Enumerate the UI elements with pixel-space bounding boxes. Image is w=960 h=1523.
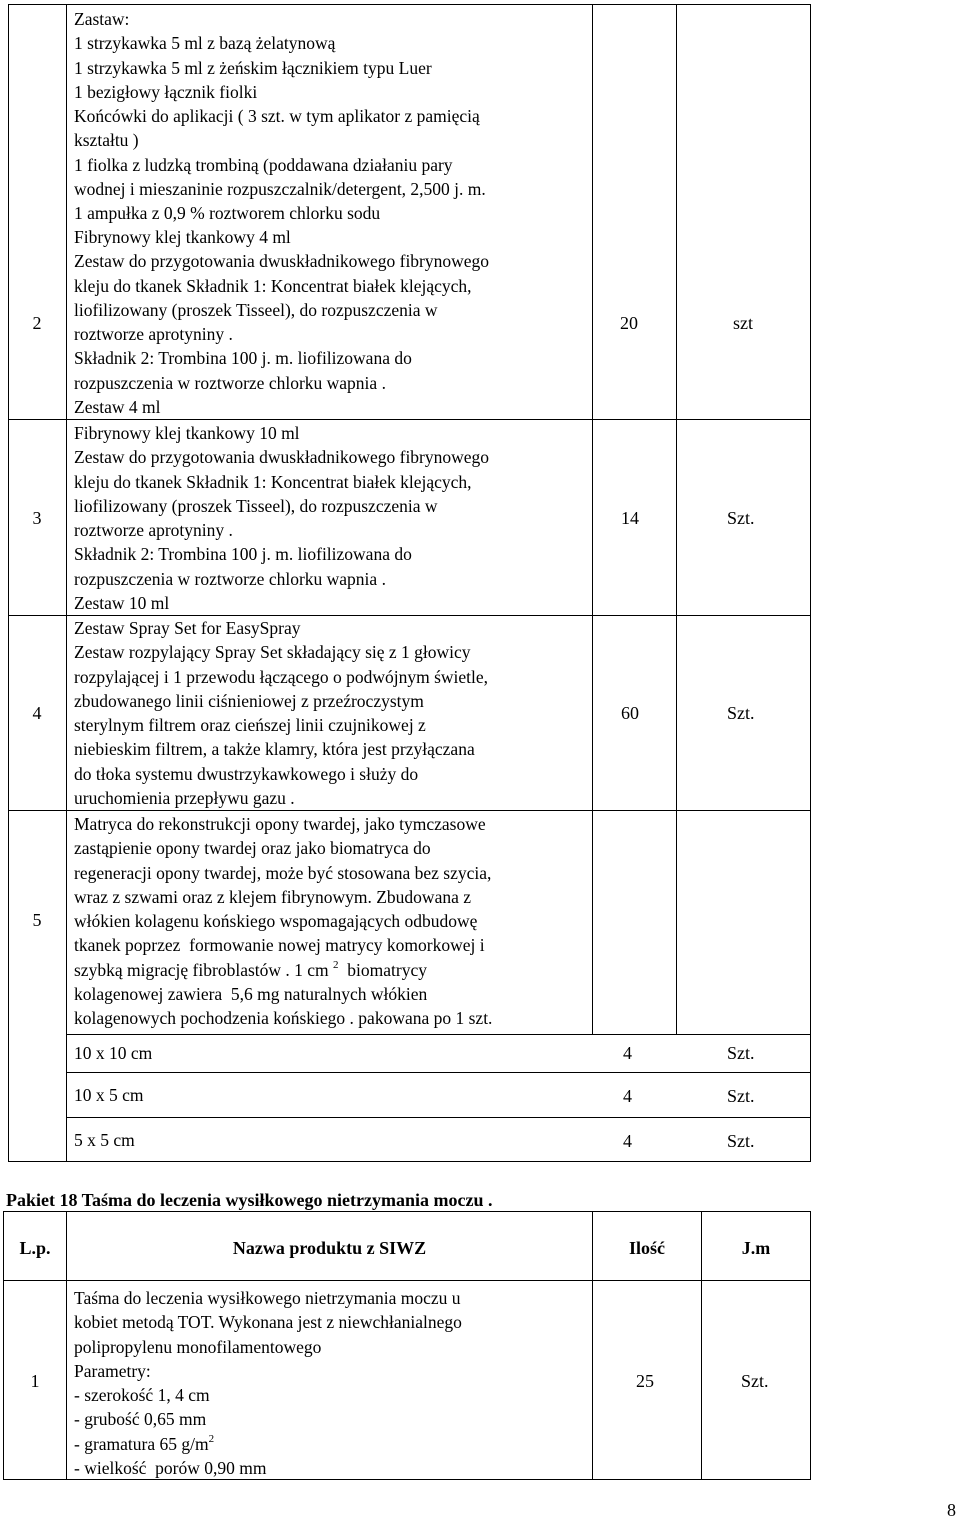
- table1-row-divider-6: [66, 1072, 811, 1073]
- t2-row-1-qty: 25: [636, 1371, 654, 1391]
- table1-top-border: [8, 4, 811, 5]
- size-row-3-label: 5 x 5 cm: [74, 1130, 135, 1150]
- row-4-description: Zestaw Spray Set for EasySpray Zestaw rozpylający Spray Set składający się z 1 głowicy rozpylającej i 1 przewodu łączącego o podwójnym świetle, zbudowanego linii ciśnieniowej z przeźroczystym sterylnym filtrem oraz cieńszej linii czujnikowej z niebieskim filtrem, a także klamry, która jest przyłączana do tłoka systemu dwustrzykawkowego i służy do uruchomienia przepływu gazu .: [74, 618, 489, 809]
- table2-header-divider: [3, 1280, 811, 1281]
- row-4-unit: Szt.: [727, 703, 755, 723]
- t2-gramatura-text: - gramatura 65 g/m: [74, 1434, 209, 1454]
- table1-col-divider-1: [66, 4, 67, 1162]
- row-2-lp: 2: [32, 313, 42, 333]
- t2-row-1-lp: 1: [30, 1371, 40, 1391]
- t2-row-1-unit: Szt.: [741, 1371, 769, 1391]
- header-unit: J.m: [741, 1238, 771, 1258]
- row-4-lp: 4: [32, 703, 42, 723]
- row-2-unit: szt: [733, 313, 753, 333]
- row-2-description: Fibrynowy klej tkankowy 4 ml Zestaw do przygotowania dwuskładnikowego fibrynowego kleju do tkanek Składnik 1: Koncentrat białek klejących, liofilizowany (proszek Tisseel), do rozpuszczenia w roztworze aprotyniny . Składnik 2: Trombina 100 j. m. liofilizowana do rozpuszczenia w roztworze chlorku wapnia . Zestaw 4 ml: [74, 227, 490, 418]
- table2-right-border: [810, 1211, 811, 1480]
- row-3-qty: 14: [621, 508, 639, 528]
- row-3-description: Fibrynowy klej tkankowy 10 ml Zestaw do przygotowania dwuskładnikowego fibrynowego kleju do tkanek Składnik 1: Koncentrat białek klejących, liofilizowany (proszek Tisseel), do rozpuszczenia w roztworze aprotyniny . Składnik 2: Trombina 100 j. m. liofilizowana do rozpuszczenia w roztworze chlorku wapnia . Zestaw 10 ml: [74, 423, 490, 614]
- row-5-description-part1: Matryca do rekonstrukcji opony twardej, jako tymczasowe zastąpienie opony twardej oraz jako biomatryca do regeneracji opony twardej, może być stosowana bez szycia, wraz z szwami oraz z klejem fibrynowym. Zbudowana z włókien kolagenu końskiego wspomagających odbudowę tkanek poprzez formowanie nowej matrycy komorkowej i: [74, 814, 492, 956]
- t2-row-1-gramatura: [74, 1432, 214, 1456]
- size-row-3-qty: 4: [623, 1131, 632, 1151]
- row-5-cm-suffix: biomatrycy: [338, 960, 427, 980]
- size-row-1-label: 10 x 10 cm: [74, 1043, 153, 1063]
- row-5-line-cm: [74, 958, 427, 982]
- table1-left-border: [8, 4, 9, 1162]
- size-row-2-label: 10 x 5 cm: [74, 1085, 144, 1105]
- size-row-2-qty: 4: [623, 1086, 632, 1106]
- table1-row-divider-5: [66, 1034, 811, 1035]
- table2-top-border: [3, 1211, 811, 1212]
- table1-col-divider-3: [676, 4, 677, 1034]
- page-number: 8: [947, 1500, 956, 1520]
- size-row-2-unit: Szt.: [727, 1086, 755, 1106]
- pakiet-heading: Pakiet 18 Taśma do leczenia wysiłkowego nietrzymania moczu .: [6, 1190, 493, 1210]
- table1-right-border: [810, 4, 811, 1162]
- table1-bottom-border: [8, 1161, 811, 1162]
- t2-gramatura-superscript: 2: [208, 1433, 215, 1445]
- table1-row-divider-7: [66, 1117, 811, 1118]
- t2-row-1-description: Taśma do leczenia wysiłkowego nietrzymania moczu u kobiet metodą TOT. Wykonana jest z niewchłanialnego polipropylenu monofilamentowego Parametry: - szerokość 1, 4 cm - grubość 0,65 mm: [74, 1288, 462, 1430]
- row-3-unit: Szt.: [727, 508, 755, 528]
- row-3-lp: 3: [32, 508, 42, 528]
- t2-row-1-wielkosc: - wielkość porów 0,90 mm: [74, 1458, 267, 1478]
- size-row-3-unit: Szt.: [727, 1131, 755, 1151]
- row-5-lp: 5: [32, 910, 42, 930]
- row-4-qty: 60: [621, 703, 639, 723]
- header-qty: Ilość: [629, 1238, 665, 1258]
- size-row-1-qty: 4: [623, 1043, 632, 1063]
- header-name: Nazwa produktu z SIWZ: [232, 1238, 427, 1258]
- zestaw-description: Zastaw: 1 strzykawka 5 ml z bazą żelatynową 1 strzykawka 5 ml z żeńskim łącznikiem typu Luer 1 bezigłowy łącznik fiolki Końcówki do aplikacji ( 3 szt. w tym aplikator z pamięcią kształtu ) 1 fiolka z ludzką trombiną (poddawana działaniu pary wodnej i mieszaninie rozpuszczalnik/detergent, 2,500 j. m. 1 ampułka z 0,9 % roztworem chlorku sodu: [74, 9, 486, 224]
- row-5-cm-superscript: 2: [333, 959, 339, 971]
- row-5-description-part2: kolagenowej zawiera 5,6 mg naturalnych włókien kolagenowych pochodzenia końskiego . pakowana po 1 szt.: [74, 984, 493, 1029]
- row-5-cm-prefix: szybką migrację fibroblastów . 1 cm: [74, 960, 334, 980]
- row-2-qty: 20: [620, 313, 638, 333]
- header-lp: L.p.: [19, 1238, 51, 1258]
- table1-col-divider-2: [592, 4, 593, 1034]
- size-row-1-unit: Szt.: [727, 1043, 755, 1063]
